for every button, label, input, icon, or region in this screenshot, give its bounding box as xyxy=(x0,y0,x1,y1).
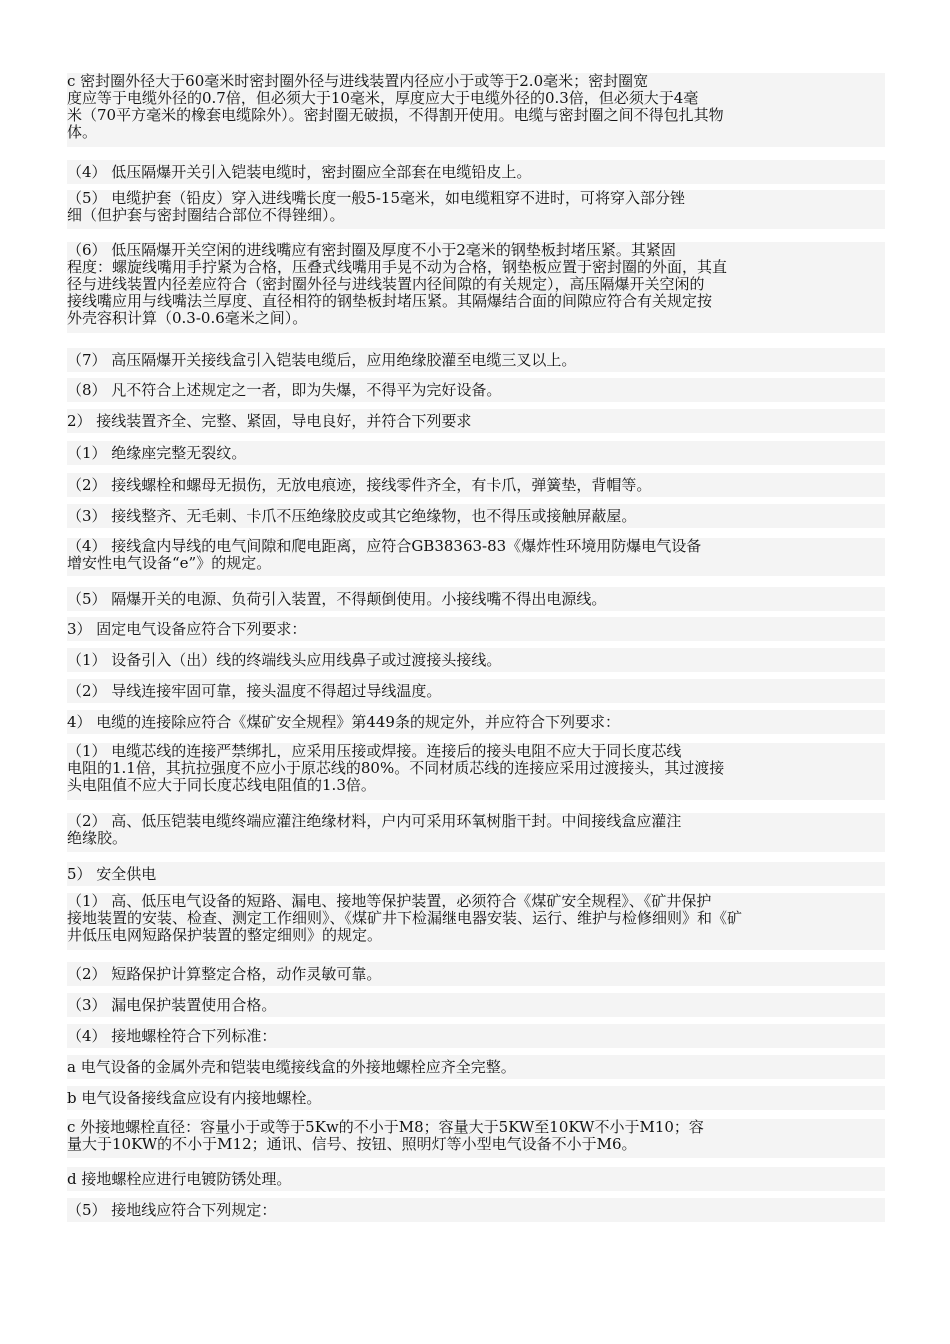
text-line: 3） 固定电气设备应符合下列要求： xyxy=(67,620,307,638)
text-line: （4） 接线盒内导线的电气间隙和爬电距离，应符合GB38363-83《爆炸性环境用防爆电气设备 xyxy=(67,538,702,555)
text-line: c 外接地螺栓直径：容量小于或等于5Kw的不小于M8；容量大于5KW至10KW不小于M10；容 xyxy=(67,1119,704,1136)
text-line: 体。 xyxy=(67,123,98,141)
paragraph-item-7 xyxy=(67,348,885,372)
text-line: （4） 接地螺栓符合下列标准： xyxy=(67,1027,277,1045)
text-line: （5） 隔爆开关的电源、负荷引入装置，不得颠倒使用。小接线嘴不得出电源线。 xyxy=(67,590,607,608)
text-line: （2） 导线连接牢固可靠，接头温度不得超过导线温度。 xyxy=(67,682,442,700)
text-line: 米（70平方毫米的橡套电缆除外）。密封圈无破损，不得割开使用。电缆与密封圈之间不得包扎其物 xyxy=(67,106,724,124)
paragraph-section-5-item-4 xyxy=(67,1024,885,1048)
paragraph-item-a xyxy=(67,1055,885,1079)
paragraph-item-d xyxy=(67,1167,885,1191)
paragraph-section-2-item-4 xyxy=(67,538,885,576)
text-line: 接线嘴应用与线嘴法兰厚度、直径相符的钢垫板封堵压紧。其隔爆结合面的间隙应符合有关规定按 xyxy=(67,292,713,310)
paragraph-section-2 xyxy=(67,409,885,433)
paragraph-section-4-item-2 xyxy=(67,813,885,852)
paragraph-section-2-item-2 xyxy=(67,473,885,497)
text-line: （7） 高压隔爆开关接线盒引入铠装电缆后，应用绝缘胶灌至电缆三叉以上。 xyxy=(67,351,577,369)
paragraph-section-3-item-2 xyxy=(67,679,885,703)
text-line: 5） 安全供电 xyxy=(67,865,157,883)
paragraph-section-4 xyxy=(67,710,885,734)
paragraph-section-2-item-5 xyxy=(67,587,885,611)
text-line: （1） 绝缘座完整无裂纹。 xyxy=(67,444,247,462)
text-line: 接地装置的安装、检查、测定工作细则》、《煤矿井下检漏继电器安装、运行、维护与检修细则》和《矿 xyxy=(67,909,743,927)
text-line: （4） 低压隔爆开关引入铠装电缆时，密封圈应全部套在电缆铅皮上。 xyxy=(67,163,532,181)
paragraph-sealing-ring-c xyxy=(67,73,885,147)
text-line: （1） 设备引入（出）线的终端线头应用线鼻子或过渡接头接线。 xyxy=(67,651,502,669)
text-line: a 电气设备的金属外壳和铠装电缆接线盒的外接地螺栓应齐全完整。 xyxy=(67,1058,516,1076)
paragraph-item-8 xyxy=(67,378,885,402)
paragraph-section-5 xyxy=(67,862,885,886)
text-line: 电阻的1.1倍，其抗拉强度不应小于原芯线的80%。不同材质芯线的连接应采用过渡接头，其过渡接 xyxy=(67,759,725,777)
paragraph-section-5-item-2 xyxy=(67,962,885,986)
paragraph-section-5-item-5 xyxy=(67,1198,885,1222)
text-line: 4） 电缆的连接除应符合《煤矿安全规程》第449条的规定外，并应符合下列要求： xyxy=(67,713,620,731)
paragraph-section-3 xyxy=(67,617,885,641)
text-line: c 密封圈外径大于60毫米时密封圈外径与进线装置内径应小于或等于2.0毫米；密封圈宽 xyxy=(67,73,649,90)
text-line: 外壳容积计算（0.3-0.6毫米之间）。 xyxy=(67,309,308,327)
text-line: 2） 接线装置齐全、完整、紧固，导电良好，并符合下列要求 xyxy=(67,412,472,430)
text-line: （8） 凡不符合上述规定之一者，即为失爆，不得平为完好设备。 xyxy=(67,381,502,399)
text-line: （5） 电缆护套（铅皮）穿入进线嘴长度一般5-15毫米，如电缆粗穿不进时，可将穿入部分锉 xyxy=(67,190,686,207)
paragraph-item-4 xyxy=(67,160,885,184)
text-line: 头电阻值不应大于同长度芯线电阻值的1.3倍。 xyxy=(67,776,376,794)
paragraph-section-4-item-1 xyxy=(67,743,885,800)
text-line: b 电气设备接线盒应设有内接地螺栓。 xyxy=(67,1089,322,1107)
text-line: 细（但护套与密封圈结合部位不得锉细）。 xyxy=(67,206,345,224)
text-line: （1） 高、低压电气设备的短路、漏电、接地等保护装置，必须符合《煤矿安全规程》、《矿井保护 xyxy=(67,893,712,910)
paragraph-item-b xyxy=(67,1086,885,1110)
text-line: （3） 接线整齐、无毛刺、卡爪不压绝缘胶皮或其它绝缘物，也不得压或接触屏蔽屋。 xyxy=(67,507,637,525)
text-line: 绝缘胶。 xyxy=(67,829,128,847)
text-line: 量大于10KW的不小于M12；通讯、信号、按钮、照明灯等小型电气设备不小于M6。 xyxy=(67,1135,637,1153)
text-line: 增安性电气设备“e”》的规定。 xyxy=(67,554,272,572)
paragraph-section-2-item-3 xyxy=(67,504,885,528)
paragraph-section-3-item-1 xyxy=(67,648,885,672)
text-line: （5） 接地线应符合下列规定： xyxy=(67,1201,277,1219)
paragraph-section-5-item-1 xyxy=(67,893,885,950)
paragraph-section-5-item-3 xyxy=(67,993,885,1017)
text-line: （2） 高、低压铠装电缆终端应灌注绝缘材料，户内可采用环氧树脂干封。中间接线盒应灌注 xyxy=(67,813,682,830)
text-line: 径与进线装置内径差应符合（密封圈外径与进线装置内径间隙的有关规定），高压隔爆开关空闲的 xyxy=(67,275,705,293)
text-line: （3） 漏电保护装置使用合格。 xyxy=(67,996,277,1014)
paragraph-item-5 xyxy=(67,190,885,229)
text-line: 井低压电网短路保护装置的整定细则》的规定。 xyxy=(67,926,383,944)
text-line: （1） 电缆芯线的连接严禁绑扎，应采用压接或焊接。连接后的接头电阻不应大于同长度芯线 xyxy=(67,743,682,760)
text-line: 程度：螺旋线嘴用手拧紧为合格，压叠式线嘴用手晃不动为合格，钢垫板应置于密封圈的外面，其直 xyxy=(67,258,728,276)
text-line: （2） 短路保护计算整定合格，动作灵敏可靠。 xyxy=(67,965,382,983)
text-line: （6） 低压隔爆开关空闲的进线嘴应有密封圈及厚度不小于2毫米的钢垫板封堵压紧。其紧固 xyxy=(67,242,676,259)
paragraph-item-6 xyxy=(67,242,885,333)
paragraph-section-2-item-1 xyxy=(67,441,885,465)
text-line: （2） 接线螺栓和螺母无损伤，无放电痕迹，接线零件齐全，有卡爪，弹簧垫，背帽等。 xyxy=(67,476,652,494)
paragraph-item-c xyxy=(67,1119,885,1158)
text-line: 度应等于电缆外径的0.7倍，但必须大于10毫米，厚度应大于电缆外径的0.3倍，但必须大于4毫 xyxy=(67,89,699,107)
text-line: d 接地螺栓应进行电镀防锈处理。 xyxy=(67,1170,292,1188)
